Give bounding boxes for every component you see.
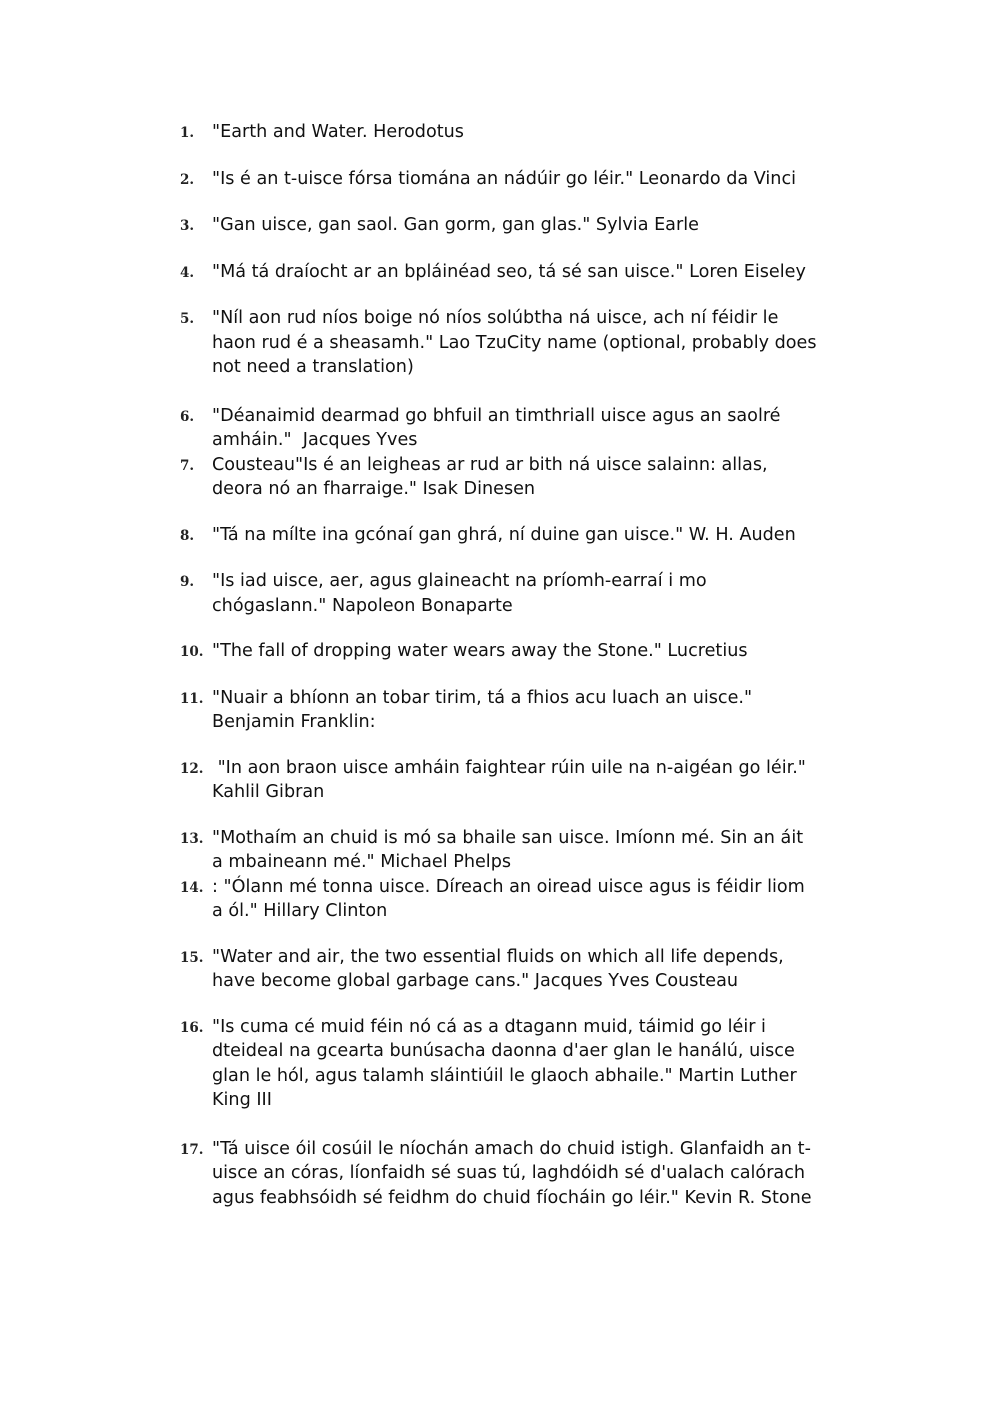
list-item <box>180 213 860 239</box>
quote-text: "In aon braon uisce amháin faightear rúin uile na n-aigéan go léir." Kahlil Gibran <box>212 757 806 802</box>
item-number: 10. <box>180 644 204 660</box>
quote-text: "Tá uisce óil cosúil le níochán amach do chuid istigh. Glanfaidh an t- uisce an córas, líonfaidh sé suas tú, laghdóidh sé d'ualach calórach agus feabhsóidh sé feidhm do chuid fíocháin go léir." Kevin R. Stone <box>212 1138 812 1208</box>
quote-text: "Is cuma cé muid féin nó cá as a dtagann muid, táimid go léir i dteideal na gcearta bunúsacha daonna d'aer glan le hanálú, uisce glan le hól, agus talamh sláintiúil le glaoch abhaile." Martin Luther King III <box>212 1016 797 1110</box>
item-number: 14. <box>180 879 204 896</box>
item-number: 9. <box>180 574 195 590</box>
list-item <box>180 945 860 994</box>
quote-text: : "Ólann mé tonna uisce. Díreach an oiread uisce agus is féidir liom a ól." Hillary Clinton <box>212 876 805 921</box>
list-item <box>180 1015 860 1113</box>
item-number: 6. <box>180 408 195 425</box>
item-number: 15. <box>180 949 204 966</box>
quote-text: "Mothaím an chuid is mó sa bhaile san uisce. Imíonn mé. Sin an áit a mbaineann mé." Michael Phelps <box>212 827 804 872</box>
list-item <box>180 875 860 924</box>
quote-text: "The fall of dropping water wears away the Stone." Lucretius <box>212 641 748 661</box>
list-item <box>180 453 860 502</box>
item-number: 1. <box>180 125 195 141</box>
quote-text: "Déanaimid dearmad go bhfuil an timthriall uisce agus an saolré amháin." Jacques Yves <box>212 405 781 450</box>
item-number: 16. <box>180 1019 204 1036</box>
item-number: 7. <box>180 457 195 474</box>
quote-text: "Má tá draíocht ar an bpláinéad seo, tá sé san uisce." Loren Eiseley <box>212 261 806 282</box>
item-number: 12. <box>180 760 204 777</box>
quote-text: "Is iad uisce, aer, agus glaineacht na príomh-earraí i mo chógaslann." Napoleon Bonaparte <box>212 571 707 616</box>
item-number: 11. <box>180 690 204 707</box>
list-item <box>180 404 860 453</box>
quote-text: "Is é an t-uisce fórsa tiomána an nádúir go léir." Leonardo da Vinci <box>212 168 797 189</box>
list-item <box>180 523 860 549</box>
list-item <box>180 639 860 665</box>
item-number: 2. <box>180 171 195 188</box>
list-item <box>180 260 860 286</box>
quote-text: "Gan uisce, gan saol. Gan gorm, gan glas." Sylvia Earle <box>212 215 699 235</box>
item-number: 17. <box>180 1141 204 1158</box>
list-item <box>180 826 860 875</box>
list-item <box>180 569 860 618</box>
list-item <box>180 1137 860 1211</box>
quote-text: "Earth and Water. Herodotus <box>212 122 464 142</box>
item-number: 8. <box>180 527 195 544</box>
list-item <box>180 167 860 193</box>
quote-text: "Water and air, the two essential fluids on which all life depends, have become global garbage cans." Jacques Yves Cousteau <box>212 946 784 991</box>
quote-text: Cousteau"Is é an leigheas ar rud ar bith ná uisce salainn: allas, deora nó an fharraige." Isak Dinesen <box>212 454 768 499</box>
item-number: 5. <box>180 311 195 327</box>
quote-text: "Tá na mílte ina gcónaí gan ghrá, ní duine gan uisce." W. H. Auden <box>212 524 796 545</box>
quote-text: "Nuair a bhíonn an tobar tirim, tá a fhios acu luach an uisce." Benjamin Franklin: <box>212 687 753 732</box>
item-number: 3. <box>180 218 195 234</box>
quote-text: "Níl aon rud níos boige nó níos solúbtha ná uisce, ach ní féidir le haon rud é a sheasamh." Lao TzuCity name (optional, probably does not need a translation) <box>212 308 817 377</box>
quote-list <box>180 120 860 1210</box>
list-item <box>180 686 860 735</box>
item-number: 4. <box>180 264 195 281</box>
item-number: 13. <box>180 830 204 847</box>
list-item <box>180 120 860 146</box>
list-item <box>180 306 860 380</box>
list-item <box>180 756 860 805</box>
